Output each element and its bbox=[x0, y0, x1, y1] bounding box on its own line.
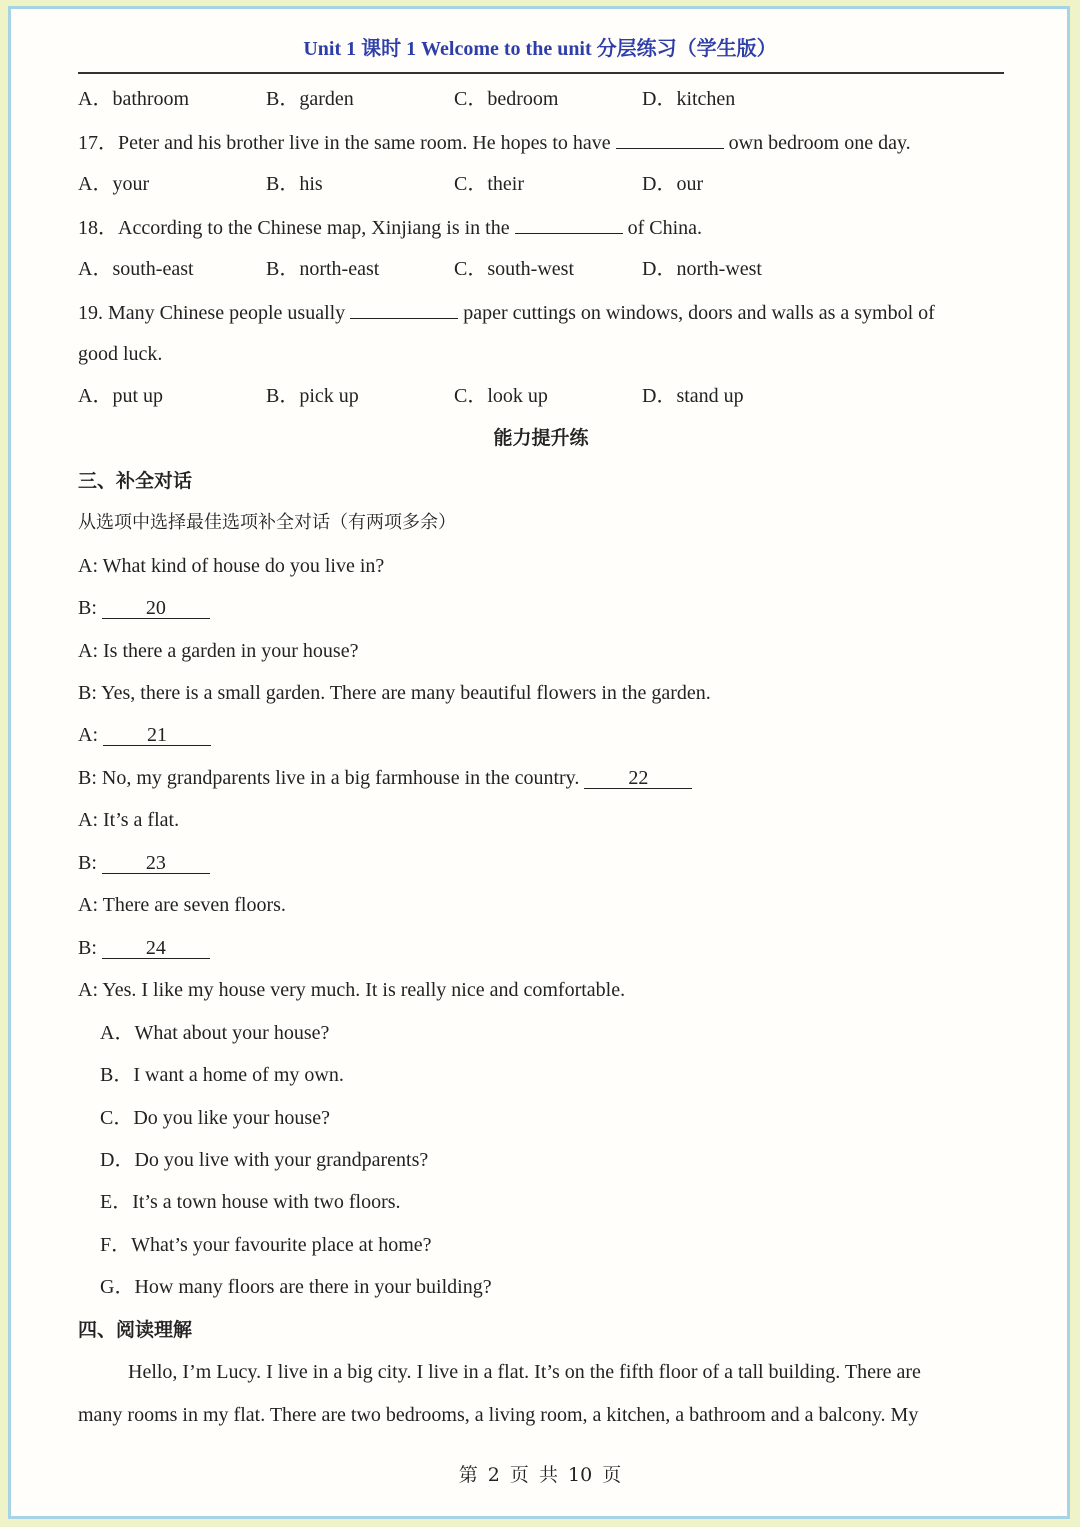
q17-text-end: own bedroom one day. bbox=[728, 132, 911, 154]
speaker-a: A: bbox=[78, 724, 98, 746]
dialogue-line-4: B: Yes, there is a small garden. There are many beautiful flowers in the garden. bbox=[78, 682, 711, 704]
q17-option-a: A．your bbox=[78, 173, 150, 195]
blank-23: 23 bbox=[102, 853, 210, 874]
q17-blank bbox=[616, 128, 724, 149]
part3-instruction: 从选项中选择最佳选项补全对话（有两项多余） bbox=[78, 512, 456, 533]
q16-option-c: C．bedroom bbox=[454, 88, 559, 110]
q18-blank bbox=[515, 213, 623, 234]
q17-option-d: D．our bbox=[642, 173, 704, 195]
q18-text: 18．According to the Chinese map, Xinjiang is in the bbox=[78, 217, 510, 239]
question-18 bbox=[78, 213, 1004, 241]
dialogue-line-10 bbox=[78, 935, 1004, 961]
dialogue-line-11: A: Yes. I like my house very much. It is really nice and comfortable. bbox=[78, 979, 626, 1001]
blank-22: 22 bbox=[584, 768, 692, 789]
q18-option-c: C．south-west bbox=[454, 258, 574, 280]
question-19 bbox=[78, 298, 1004, 326]
q19-option-b: B．pick up bbox=[266, 385, 359, 407]
blank-20: 20 bbox=[102, 598, 210, 619]
header-rule bbox=[78, 72, 1004, 74]
q16-option-d: D．kitchen bbox=[642, 88, 736, 110]
choice-e: E．It’s a town house with two floors. bbox=[100, 1191, 401, 1213]
question-19-continued: good luck. bbox=[78, 343, 163, 365]
reading-paragraph-line-2: many rooms in my flat. There are two bedrooms, a living room, a kitchen, a bathroom and a balcony. My bbox=[78, 1404, 919, 1426]
dialogue-line-9: A: There are seven floors. bbox=[78, 894, 286, 916]
choice-b: B．I want a home of my own. bbox=[100, 1064, 344, 1086]
q18-option-d: D．north-west bbox=[642, 258, 762, 280]
q17-text: 17．Peter and his brother live in the same room. He hopes to have bbox=[78, 132, 611, 154]
choice-d: D．Do you live with your grandparents? bbox=[100, 1149, 429, 1171]
choice-g: G．How many floors are there in your building? bbox=[100, 1276, 492, 1298]
q19-blank bbox=[350, 298, 458, 319]
dialogue-line-7: A: It’s a flat. bbox=[78, 809, 180, 831]
speaker-b: B: bbox=[78, 937, 97, 959]
part4-heading: 四、阅读理解 bbox=[78, 1319, 193, 1341]
q19-option-a: A．put up bbox=[78, 385, 163, 407]
dialogue-line-2 bbox=[78, 595, 1004, 621]
dialogue-line-5 bbox=[78, 722, 1004, 748]
q19-option-d: D．stand up bbox=[642, 385, 744, 407]
q16-option-b: B．garden bbox=[266, 88, 354, 110]
dialogue-line-3: A: Is there a garden in your house? bbox=[78, 640, 359, 662]
speaker-b: B: bbox=[78, 852, 97, 874]
q17-option-c: C．their bbox=[454, 173, 524, 195]
reading-paragraph-line-1: Hello, I’m Lucy. I live in a big city. I live in a flat. It’s on the fifth floor of a tall building. There are bbox=[128, 1361, 921, 1383]
q17-option-b: B．his bbox=[266, 173, 323, 195]
q18-option-a: A．south-east bbox=[78, 258, 194, 280]
question-17 bbox=[78, 128, 1004, 156]
q16-option-a: A．bathroom bbox=[78, 88, 190, 110]
choice-f: F．What’s your favourite place at home? bbox=[100, 1234, 432, 1256]
q19-text-end: paper cuttings on windows, doors and walls as a symbol of bbox=[463, 302, 935, 324]
blank-21: 21 bbox=[103, 725, 211, 746]
q18-text-end: of China. bbox=[627, 217, 703, 239]
page-footer: 第 2 页 共 10 页 bbox=[458, 1464, 622, 1486]
q19-text: 19. Many Chinese people usually bbox=[78, 302, 346, 324]
dialogue-line-6 bbox=[78, 765, 1004, 791]
dialogue-line-8 bbox=[78, 850, 1004, 876]
choice-a: A．What about your house? bbox=[100, 1022, 330, 1044]
part3-heading: 三、补全对话 bbox=[78, 470, 193, 492]
choice-c: C．Do you like your house? bbox=[100, 1107, 330, 1129]
section-title: 能力提升练 bbox=[493, 427, 589, 449]
dialogue-line-6-text: B: No, my grandparents live in a big farmhouse in the country. bbox=[78, 767, 580, 789]
dialogue-line-1: A: What kind of house do you live in? bbox=[78, 555, 385, 577]
speaker-b: B: bbox=[78, 597, 97, 619]
q18-option-b: B．north-east bbox=[266, 258, 380, 280]
q19-option-c: C．look up bbox=[454, 385, 548, 407]
page-header-title: Unit 1 课时 1 Welcome to the unit 分层练习（学生版） bbox=[303, 38, 777, 60]
blank-24: 24 bbox=[102, 938, 210, 959]
